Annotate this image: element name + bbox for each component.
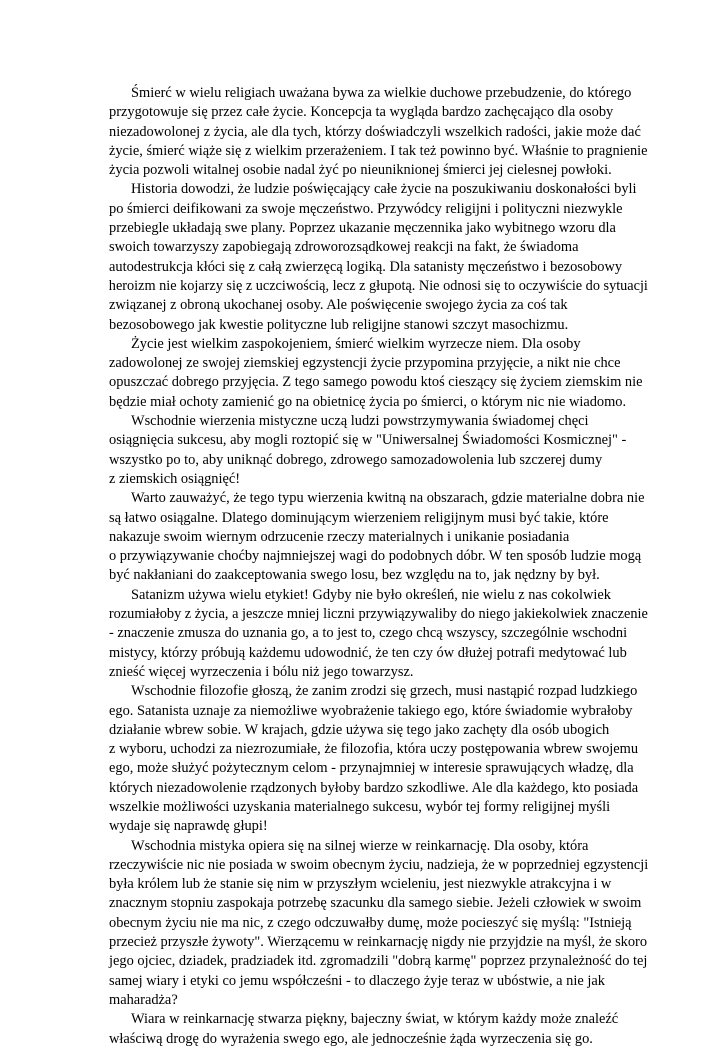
text-line: była królem lub że stanie się nim w przyszłym wcieleniu, jest niezwykle atrakcyjna i w [109,876,612,893]
text-line: Historia dowodzi, że ludzie poświęcający całe życie na poszukiwaniu doskonałości byli [131,181,637,198]
text-line: życie, śmierć wiąże się z wielkim przerażeniem. I tak też powinno być. Właśnie to pragnienie [108,142,648,159]
text-line: znacznym stopniu zaspokaja potrzebę szacunku dla samego siebie. Jeżeli człowiek w swoim [109,895,642,912]
paragraph [87,837,648,1011]
text-line: Życie jest wielkim zaspokojeniem, śmierć wielkim wyrzecze niem. Dla osoby [131,335,581,352]
text-line: osiągnięcia sukcesu, aby mogli roztopić się w "Uniwersalnej Świadomości Kosmicznej" - [109,432,627,449]
text-line: właściwą drogę do wyrażenia swego ego, ale jednocześnie żąda wyrzeczenia się go. [109,1030,593,1047]
paragraph [87,84,648,180]
text-line: jego ojciec, dziadek, pradziadek itd. zgromadzili "dobrą karmę" poprzez przynależność do tej [109,953,648,970]
paragraph [87,489,648,585]
text-line: maharadża? [109,991,178,1008]
text-line: których niezadowolenie rządzonych byłoby bardzo szkodliwe. Ale dla każdego, kto posiada [109,779,639,796]
text-line: Wschodnie wierzenia mistyczne uczą ludzi powstrzymywania świadomej chęci [131,413,589,430]
text-line: niezadowolonej z życia, ale dla tych, którzy doświadczyli wszelkich radości, jakie może dać [109,123,641,140]
text-line: autodestrukcja kłóci się z całą zwierzęcą logiką. Dla satanisty męczeństwo i bezosobowy [109,258,623,275]
paragraph [87,335,648,412]
paragraph [87,586,648,682]
text-line: z wyboru, uchodzi za niezrozumiałe, że filozofia, która uczy postępowania wbrew swojemu [109,741,639,758]
paragraph [87,180,648,334]
text-line: zadowolonej ze swojej ziemskiej egzystencji życie przypomina przyjęcie, a nikt nie chce [109,355,621,372]
text-line: Wiara w reinkarnację stwarza piękny, bajeczny świat, w którym każdy może znaleźć [131,1011,619,1028]
text-line: wydaje się naprawdę głupi! [109,818,268,835]
text-line: Warto zauważyć, że tego typu wierzenia kwitną na obszarach, gdzie materialne dobra nie [131,490,645,507]
text-line: życia pozwoli witalnej osobie nadal żyć po nieuniknionej śmierci jej cielesnej powłoki. [109,162,612,179]
text-line: wszystko po to, aby uniknąć dobrego, zdrowego samozadowolenia lub szczerej dumy [109,451,603,468]
text-line: rzeczywiście nic nie posiada w swoim obecnym życiu, nadzieja, że w poprzedniej egzystencji [108,856,649,873]
text-line: znieść więcej wyrzeczenia i bólu niż jego towarzysz. [109,663,414,680]
text-line: bezosobowego jak kwestie polityczne lub religijne stanowi szczyt masochizmu. [109,316,569,333]
text-line: przecież przyszłe żywoty". Wierzącemu w reinkarnację nigdy nie przyjdzie na myśl, że skoro [109,934,648,951]
text-line: ego. Satanista uznaje za niemożliwe wyobrażenie takiego ego, które świadomie wybrałoby [109,702,633,719]
text-line: będzie miał ochoty zamienić go na obietnicę życia po śmierci, o którym nic nie wiadomo. [109,393,627,410]
text-line: Satanizm używa wielu etykiet! Gdyby nie było określeń, nie wielu z nas cokolwiek [131,586,611,603]
document-page [87,84,648,1049]
text-line: obecnym życiu nie ma nic, z czego odczuwałby dumę, może pocieszyć się myślą: "Istnieją [109,914,632,931]
text-line: przebiegle układają swe plany. Poprzez ukazanie męczennika jako wybitnego wzoru dla [109,220,616,237]
text-line: po śmierci deifikowani za swoje męczeństwo. Przywódcy religijni i polityczni niezwykle [109,200,623,217]
text-line: związanej z obroną ukochanej osoby. Ale poświęcenie swojego życia za coś tak [109,297,568,314]
paragraph [87,682,648,836]
text-line: mistycy, którzy próbują każdemu udowodnić, że ten czy ów dłużej potrafi medytować lub [109,644,627,661]
text-line: Wschodnie filozofie głoszą, że zanim zrodzi się grzech, musi nastąpić rozpad ludzkiego [131,683,638,700]
text-line: - znaczenie zmusza do uznania go, a to jest to, czego chcą wszyscy, szczególnie wschodni [109,625,628,642]
text-line: opuszczać dobrego przyjęcia. Z tego samego powodu ktoś cieszący się życiem ziemskim nie [109,374,643,391]
text-line: swoich towarzyszy zapobiegają zdroworozsądkowej reakcji na fakt, że świadoma [109,239,579,256]
text-line: przygotowuje się przez całe życie. Koncepcja ta wygląda bardzo zachęcająco dla osoby [109,104,614,121]
text-line: są łatwo osiągalne. Dlatego dominującym wierzeniem religijnym musi być takie, które [109,509,609,526]
text-line: być nakłaniani do zaakceptowania swego losu, bez względu na to, jak nędzny by był. [109,567,600,584]
text-line: z ziemskich osiągnięć! [109,470,241,487]
text-line: ego, może służyć pożytecznym celom - przynajmniej w interesie sprawujących władzę, dla [109,760,634,777]
text-line: Śmierć w wielu religiach uważana bywa za wielkie duchowe przebudzenie, do którego [131,85,632,101]
paragraph [87,1010,648,1049]
text-line: Wschodnia mistyka opiera się na silnej wierze w reinkarnację. Dla osoby, która [131,837,589,854]
text-line: wszelkie możliwości uzyskania materialnego sukcesu, wybór tej formy religijnej myśli [109,798,611,815]
text-line: działanie wbrew sobie. W krajach, gdzie używa się tego jako zachęty dla osób ubogich [109,721,610,738]
text-line: rozumiałoby z życia, a jeszcze mniej liczni przywiązywaliby do niego jakiekolwiek znaczenie [108,606,648,623]
paragraph [87,412,648,489]
text-line: samej wiary i etyki co jemu współcześni - to dlaczego żyje teraz w ubóstwie, a nie jak [109,972,605,989]
text-line: o przywiązywanie choćby najmniejszej wagi do podobnych dóbr. W ten sposób ludzie mogą [109,548,642,565]
text-line: nakazuje swoim wiernym odrzucenie rzeczy materialnych i unikanie posiadania [109,528,570,545]
text-line: heroizm nie kojarzy się z uczciwością, lecz z głupotą. Nie odnosi się to oczywiście do sytuacji [108,277,648,294]
